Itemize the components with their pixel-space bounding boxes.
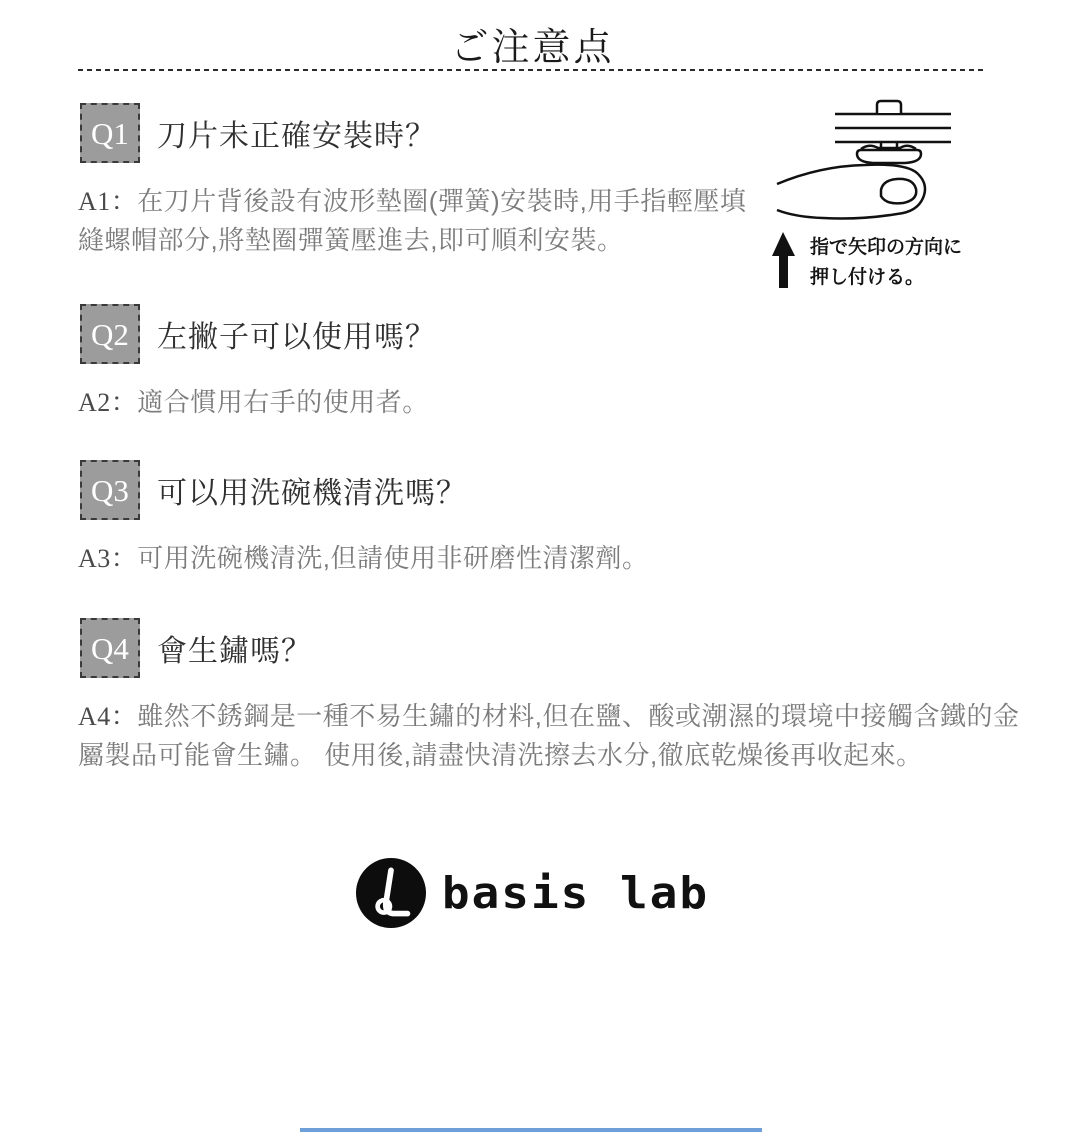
dashed-divider bbox=[78, 69, 987, 71]
illustration-caption bbox=[810, 233, 962, 293]
question-text: 會生鏽嗎？ bbox=[157, 635, 312, 668]
question-badge bbox=[80, 460, 140, 520]
answer-text bbox=[78, 539, 987, 578]
basis-lab-b-mark-icon bbox=[356, 858, 426, 928]
answer-body: 適合慣用右手的使用者。 bbox=[137, 387, 429, 417]
answer-label: A3： bbox=[78, 544, 138, 573]
answer-text bbox=[78, 383, 987, 422]
answer-label: A2： bbox=[78, 388, 138, 417]
faq-item-3 bbox=[78, 460, 987, 578]
question-badge bbox=[80, 304, 140, 364]
answer-body: 在刀片背後設有波形墊圈(彈簧)安裝時,用手指輕壓填縫螺帽部分,將墊圈彈簧壓進去,即可順利安裝。 bbox=[78, 186, 747, 255]
question-badge-label: Q1 bbox=[91, 115, 129, 151]
up-arrow-icon bbox=[772, 232, 795, 288]
illustration-caption-line1: 指で矢印の方向に bbox=[810, 237, 963, 258]
answer-label: A1： bbox=[78, 187, 138, 216]
question-row bbox=[78, 304, 987, 364]
question-badge-label: Q3 bbox=[91, 472, 129, 508]
question-text: 左撇子可以使用嗎？ bbox=[157, 321, 436, 354]
faq-item-2 bbox=[78, 304, 987, 422]
question-text: 可以用洗碗機清洗嗎？ bbox=[157, 477, 467, 510]
question-row bbox=[78, 618, 987, 678]
brand-wordmark: basis lab bbox=[441, 867, 710, 919]
bottom-accent-line bbox=[300, 1128, 762, 1132]
question-row bbox=[78, 460, 987, 520]
question-badge bbox=[80, 103, 140, 163]
question-badge bbox=[80, 618, 140, 678]
answer-body: 可用洗碗機清洗,但請使用非研磨性清潔劑。 bbox=[137, 543, 649, 573]
page-title: ご注意点 bbox=[450, 27, 615, 69]
faq-item-4 bbox=[78, 618, 1020, 774]
question-badge-label: Q2 bbox=[91, 316, 129, 352]
illustration-caption-line2: 押し付ける。 bbox=[810, 267, 925, 288]
answer-text bbox=[78, 182, 763, 259]
answer-text bbox=[78, 697, 1030, 774]
question-text: 刀片未正確安裝時？ bbox=[157, 120, 436, 153]
question-badge-label: Q4 bbox=[91, 630, 129, 666]
brand-logo bbox=[0, 858, 1065, 928]
answer-label: A4： bbox=[78, 702, 138, 731]
answer-body: 雖然不銹鋼是一種不易生鏽的材料,但在鹽、酸或潮濕的環境中接觸含鐵的金屬製品可能會生鏽。 使用後,請盡快清洗擦去水分,徹底乾燥後再收起來。 bbox=[78, 701, 1020, 770]
